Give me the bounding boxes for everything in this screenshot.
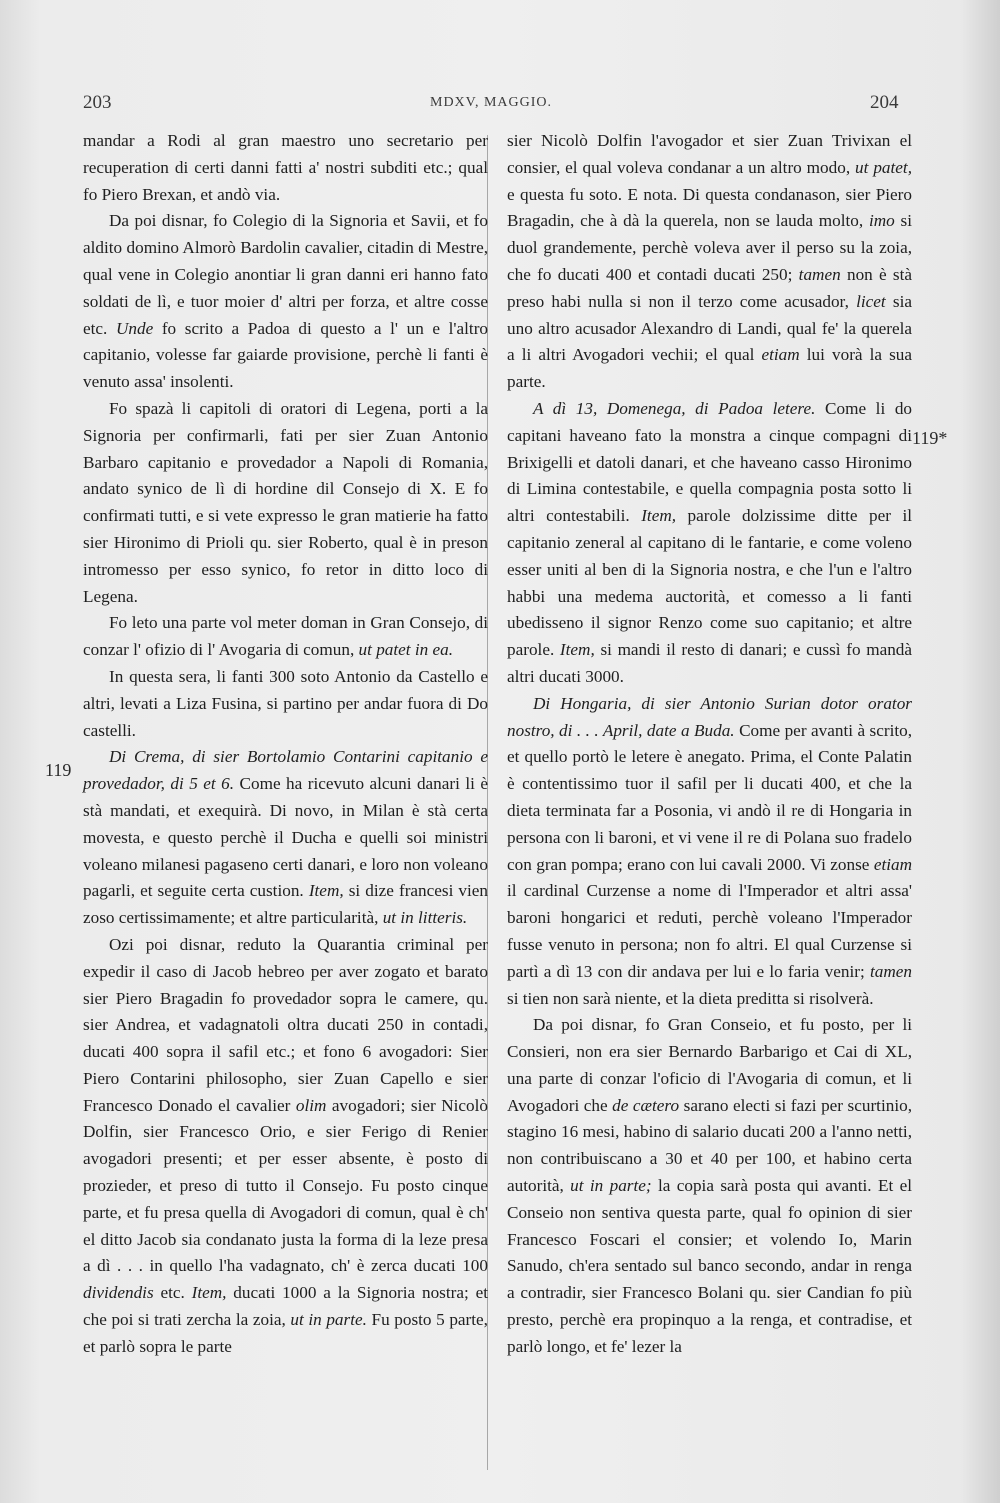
paragraph: Fo leto una parte vol meter doman in Gran Consejo, di conzar l' ofizio di l' Avogaria di comun, ut patet in ea.: [83, 613, 488, 660]
right-column: [507, 128, 912, 1361]
paragraph: Da poi disnar, fo Colegio di la Signoria et Savii, et fo aldito domino Almorò Bardolin cavalier, citadin di Mestre, qual vene in Colegio anontiar li gran danni eri hanno fato soldati de lì, e tuor moier d' altri per forza, et altre cosse etc. Unde fo scrito a Padoa di questo a l' un e l'altro capitanio, volesse far gaiarde provisione, perchè li fanti è venuto assa' insolenti.: [83, 211, 489, 392]
right-margin-marker: 119*: [912, 428, 948, 448]
paragraph: Fo spazà li capitoli di oratori di Legena, porti a la Signoria per confirmarli, fati per sier Zuan Antonio Barbaro capitanio e provedador a Napoli di Romania, andato synico de lì di hordine dil Consejo di X. E fo confirmati tutti, e si vete expresso le gran matierie ha fatto sier Hironimo di Prioli qu. sier Roberto, qual è in preson intromesso per esso synico, fo retor in ditto loco di Legena.: [83, 398, 488, 606]
paragraph: Da poi disnar, fo Gran Conseio, et fu posto, per li Consieri, non era sier Bernardo Barbarigo et Cai di XL, una parte di conzar l'oficio di l'Avogaria di comun, et li Avogadori che de cætero sarano electi si fazi per scurtinio, stagino 16 mesi, habino di salario ducati 200 a l'anno netti, non contribuiscano a 30 et 40 per 100, et habino certa autorità, ut in parte; la copia sarà posta qui avanti. Et el Conseio non sentiva questa parte, qual fo opinion di sier Francesco Foscari el consier; et volendo Io, Marin Sanudo, ch'era sentado sul banco secondo, andar in renga a contradir, sier Francesco Bolani qu. sier Candian fo più presto, perchè era propinquo a la renga, et contradise, et parlò longo, et fe' lezer la: [507, 1015, 912, 1356]
paragraph: mandar a Rodi al gran maestro uno secretario per recuperation di certi danni fatti a' nostri subditi etc.; qual fo Piero Brexan, et andò via.: [83, 131, 488, 204]
running-header: [0, 92, 1000, 122]
paragraph: Di Hongaria, di sier Antonio Surian dotor orator nostro, di . . . April, date a Buda. Come per avanti à scrito, et quello portò le letere è anegato. Prima, el Conte Palatin è contentissimo tuor il safil per li ducati 400, et che la dieta terminata far a Posonia, vi andò il re di Hongaria in persona con li baroni, et vi vene il re di Polana suo fradelo con gran pompa; erano con lui cavali 2000. Vi zonse etiam il cardinal Curzense a nome di l'Imperador et altri assa' baroni hongarici et reduti, perchè voleano l'Imperador fusse venuto in persona; non fo altri. El qual Curzense si partì a dì 13 con dir andava per lui e lo faria venir; tamen si tien non sarà niente, et la dieta preditta si risolverà.: [507, 693, 913, 1008]
left-page-number: 203: [83, 92, 112, 113]
running-title: MDXV, MAGGIO.: [430, 95, 553, 110]
paragraph: Ozi poi disnar, reduto la Quarantia criminal per expedir il caso di Jacob hebreo per aver zogato et barato sier Piero Bragadin fo provedador sopra le camere, qu. sier Andrea, et vadagnatoli oltra ducati 250 in contadi, ducati 400 sopra il safil etc.; et fono 6 avogadori: Sier Piero Contarini philosopho, sier Zuan Capello e sier Francesco Donado el cavalier olim avogadori; sier Nicolò Dolfin, sier Francesco Orio, e sier Ferigo di Renier avogadori presenti; et per esser absente, è posto di prozieder, et preso di tutto il Consejo. Fu posto cinque parte, et fu presa quella di Avogadori di comun, qual è ch' el ditto Jacob sia condanato justa la forma di la leze presa a dì . . . in quello l'ha vadagnato, ch' è zerca ducati 100 dividendis etc. Item, ducati 1000 a la Signoria nostra; et che poi si trati zercha la zoia, ut in parte. Fu posto 5 parte, et parlò sopra le parte: [83, 934, 488, 1356]
paragraph: sier Nicolò Dolfin l'avogador et sier Zuan Trivixan el consier, el qual voleva condanar a un altro modo, ut patet, e questa fu soto. E nota. Di questa condanason, sier Piero Bragadin, che à dà la querela, non se lauda molto, imo si duol grandemente, perchè voleva aver il perso su la zoia, che fo ducati 400 et contadi ducati 250; tamen non è stà preso habi nulla si non il terzo come acusador, licet sia uno altro acusador Alexandro di Landi, qual fe' la querela a li altri Avogadori vechii; el qual etiam lui vorà la sua parte.: [507, 131, 913, 392]
paragraph: A dì 13, Domenega, di Padoa letere. Come li do capitani haveano fato la monstra a cinque compagni di Brixigelli et datoli danari, et che haveano casso Hironimo di Limina contestabile, e quella compagnia posta sotto li altri contestabili. Item, parole dolzissime ditte per il capitanio zeneral al capitano di le fantarie, e come voleno esser uniti al ben di la Signoria nostra, e che l'un e l'altro habbi una medema auctorità, et comesso a li fanti ubedisseno il signor Renzo come suo capitanio; et altre parole. Item, si mandi il resto di danari; e cussì fo mandà altri ducati 3000.: [507, 398, 913, 686]
right-page-number: 204: [870, 92, 899, 113]
left-column: [83, 128, 488, 1361]
paragraph: Di Crema, di sier Bortolamio Contarini capitanio e provedador, di 5 et 6. Come ha ricevuto alcuni danari li è stà mandati, et exequirà. Di novo, in Milan è stà certa movesta, e questo perchè il Ducha e quelli soi ministri voleano milanesi pagaseno certi danari, e loro non voleano pagarli, et seguite certa custion. Item, si dize francesi vien zoso certissimamente; et altre particularità, ut in litteris.: [83, 747, 489, 928]
left-margin-marker: 119: [45, 760, 72, 780]
paragraph: In questa sera, li fanti 300 soto Antonio da Castello e altri, levati a Liza Fusina, si partino per andar fuora di Do castelli.: [83, 666, 488, 740]
